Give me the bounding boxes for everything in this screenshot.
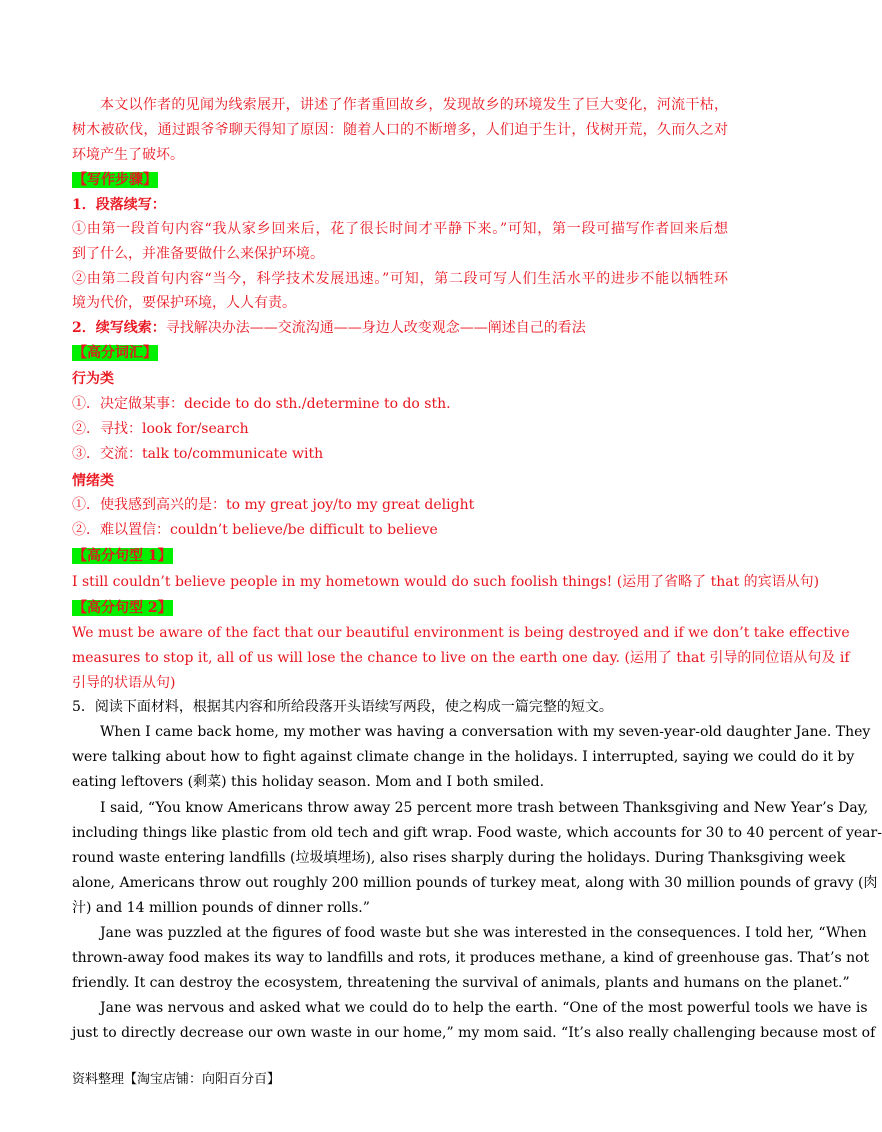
steps-heading: 1．段落续写：: [72, 197, 166, 213]
sentence2-line: We must be aware of the fact that our beautiful environment is being destroyed and if we don’t take effective: [72, 625, 850, 641]
steps-line: 到了什么，并准备要做什么来保护环境。: [72, 246, 324, 262]
page-footer: 资料整理【淘宝店铺：向阳百分百】: [72, 1072, 281, 1087]
story-line: friendly. It can destroy the ecosystem, threatening the survival of animals, plants and humans on the planet.”: [72, 975, 850, 991]
sentence1-text: I still couldn’t believe people in my hometown would do such foolish things! (运用了省略了 that 的宾语从句): [72, 574, 820, 590]
sentence2-line: measures to stop it, all of us will lose the chance to live on the earth one day. (运用了 that 引导的同位语从句及 if: [72, 650, 850, 666]
sentence2-tag-row: [72, 599, 728, 617]
vocab-tag-row: [72, 344, 728, 362]
vocab-item: ①．决定做某事：decide to do sth./determine to do sth.: [72, 396, 451, 412]
analysis-line: 环境产生了破坏。: [72, 147, 184, 163]
steps-line: ①由第一段首句内容“我从家乡回来后，花了很长时间才平静下来。”可知，第一段可描写作者回来后想: [72, 221, 728, 237]
story-line: thrown-away food makes its way to landfills and rots, it produces methane, a kind of greenhouse gas. That’s not: [72, 950, 870, 966]
sentence1-tag-row: [72, 547, 728, 565]
story-line: Jane was puzzled at the figures of food waste but she was interested in the consequences. I told her, “When: [100, 925, 867, 941]
vocab-category: 行为类: [72, 371, 114, 387]
story-line: 汁) and 14 million pounds of dinner rolls.”: [72, 900, 370, 916]
story-line: round waste entering landfills (垃圾填埋场), also rises sharply during the holidays. During Thanksgiving week: [72, 850, 846, 866]
vocab-item: ②．难以置信：couldn’t believe/be difficult to believe: [72, 522, 438, 538]
story-line: When I came back home, my mother was having a conversation with my seven-year-old daughter Jane. They: [100, 724, 871, 740]
analysis-line: 本文以作者的见闻为线索展开，讲述了作者重回故乡，发现故乡的环境发生了巨大变化，河流干枯，: [100, 97, 728, 113]
steps-tag: 【写作步骤】: [73, 172, 157, 188]
story-line: eating leftovers (剩菜) this holiday season. Mom and I both smiled.: [72, 774, 545, 790]
story-line: I said, “You know Americans throw away 25 percent more trash between Thanksgiving and New Year’s Day,: [100, 800, 869, 816]
story-line: Jane was nervous and asked what we could do to help the earth. “One of the most powerful tools we have is: [100, 1000, 868, 1016]
story-line: alone, Americans throw out roughly 200 million pounds of turkey meat, along with 30 million pounds of gravy (肉: [72, 875, 878, 891]
steps-line: 境为代价，要保护环境，人人有责。: [72, 295, 296, 311]
vocab-item: ③．交流：talk to/communicate with: [72, 446, 324, 462]
vocab-item: ②．寻找：look for/search: [72, 421, 249, 437]
clue-label: 2．续写线索：: [72, 320, 166, 336]
story-line: were talking about how to fight against climate change in the holidays. I interrupted, saying we could do it by: [72, 749, 855, 765]
sentence2-tag: 【高分句型 2】: [73, 600, 172, 616]
task-instruction: 5．阅读下面材料，根据其内容和所给段落开头语续写两段，使之构成一篇完整的短文。: [72, 699, 613, 715]
story-line: just to directly decrease our own waste in our home,” my mom said. “It’s also really challenging because most of: [72, 1025, 876, 1041]
steps-tag-row: [72, 171, 728, 189]
steps-line: ②由第二段首句内容“当今，科学技术发展迅速。”可知，第二段可写人们生活水平的进步不能以牺牲环: [72, 271, 728, 287]
vocab-tag: 【高分词汇】: [73, 345, 157, 361]
vocab-item: ①．使我感到高兴的是：to my great joy/to my great delight: [72, 497, 475, 513]
vocab-category: 情绪类: [72, 473, 114, 489]
clue-text: 寻找解决办法——交流沟通——身边人改变观念——阐述自己的看法: [165, 320, 586, 336]
sentence1-tag: 【高分句型 1】: [73, 548, 172, 564]
story-line: including things like plastic from old tech and gift wrap. Food waste, which accounts for 30 to 40 percent of year-: [72, 825, 882, 841]
sentence2-line: 引导的状语从句): [72, 675, 176, 691]
clue-row: [72, 319, 728, 337]
analysis-line: 树木被砍伐，通过跟爷爷聊天得知了原因：随着人口的不断增多，人们迫于生计，伐树开荒，久而久之对: [72, 122, 728, 138]
